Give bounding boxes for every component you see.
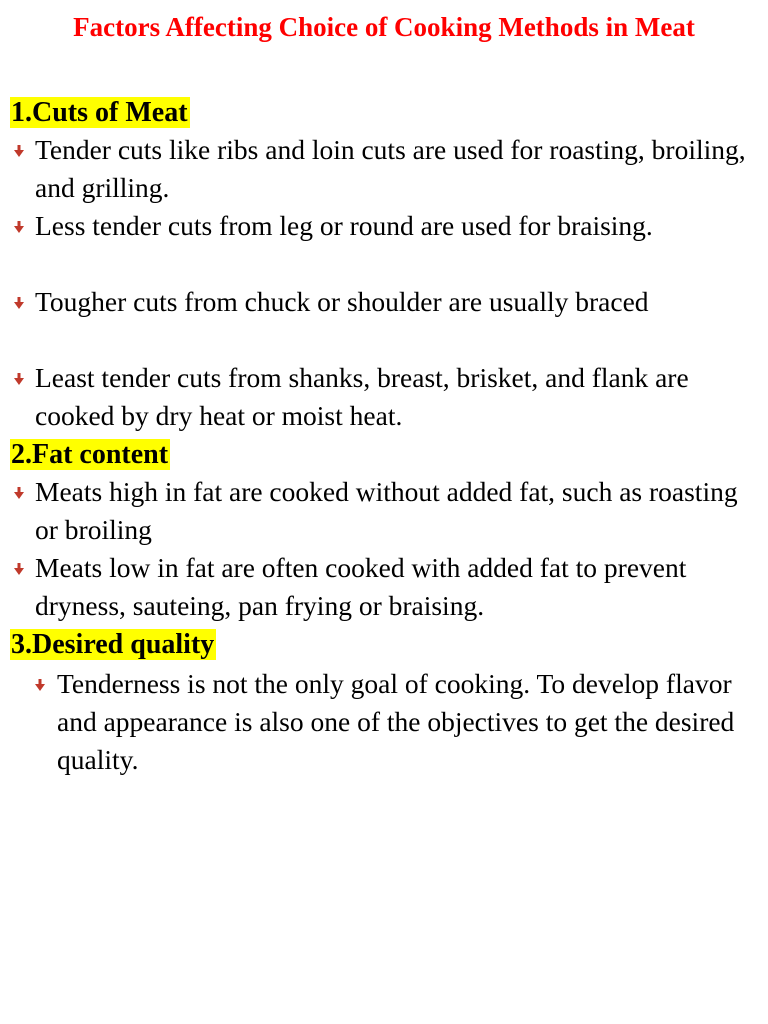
- list-item: [14, 549, 768, 625]
- list-item: [14, 207, 755, 245]
- list-item-text: Tougher cuts from chuck or shoulder are usually braced: [35, 286, 649, 317]
- section-heading-cuts-of-meat: [10, 95, 190, 131]
- list-item: [14, 473, 755, 549]
- down-arrow-bullet-icon: [14, 145, 24, 157]
- list-item: [35, 665, 747, 779]
- list-item-text: Meats low in fat are often cooked with added fat to prevent dryness, sauteing, pan frying or braising.: [35, 552, 687, 621]
- list-item: [14, 359, 755, 435]
- list-item-text: Tenderness is not the only goal of cooking. To develop flavor and appearance is also one of the objectives to get the desired quality.: [57, 668, 735, 775]
- list-item-text: Tender cuts like ribs and loin cuts are used for roasting, broiling, and grilling.: [35, 134, 746, 203]
- list-item-text: Less tender cuts from leg or round are used for braising.: [35, 210, 653, 241]
- section-heading-text: 3.Desired quality: [11, 629, 215, 660]
- down-arrow-bullet-icon: [14, 221, 24, 233]
- document-title: Factors Affecting Choice of Cooking Methods in Meat: [73, 12, 695, 42]
- list-item-text: Meats high in fat are cooked without added fat, such as roasting or broiling: [35, 476, 738, 545]
- down-arrow-bullet-icon: [14, 487, 24, 499]
- section-heading-text: 1.Cuts of Meat: [11, 97, 188, 128]
- section-heading-desired-quality: [10, 627, 216, 663]
- section-heading-fat-content: [10, 437, 170, 473]
- down-arrow-bullet-icon: [14, 297, 24, 309]
- down-arrow-bullet-icon: [35, 679, 45, 691]
- list-item: [14, 131, 755, 207]
- down-arrow-bullet-icon: [14, 563, 24, 575]
- list-item-text: Least tender cuts from shanks, breast, brisket, and flank are cooked by dry heat or moist heat.: [35, 362, 689, 431]
- down-arrow-bullet-icon: [14, 373, 24, 385]
- list-item: [14, 283, 755, 321]
- section-heading-text: 2.Fat content: [11, 439, 169, 470]
